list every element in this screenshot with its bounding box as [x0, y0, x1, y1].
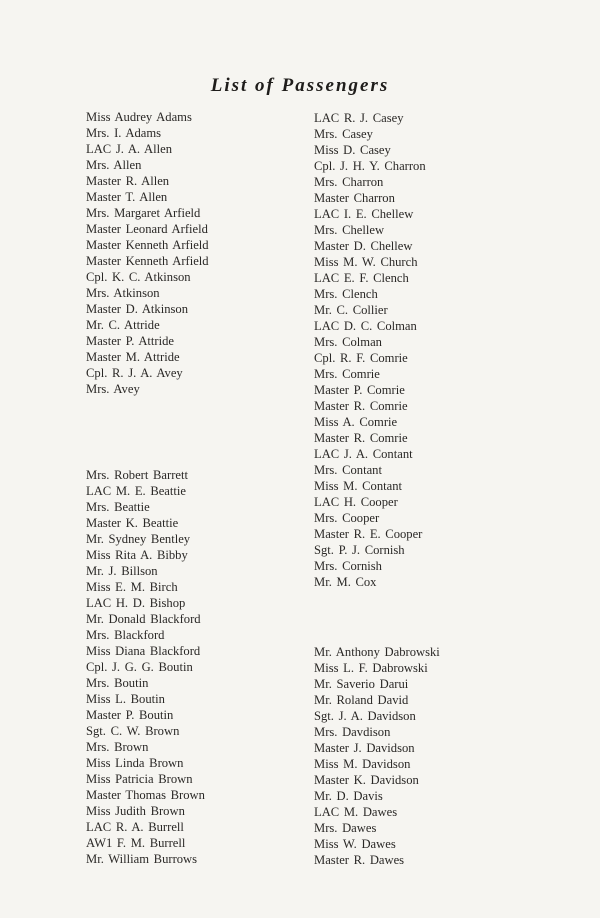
passenger-entry: Mr. C. Collier — [314, 303, 388, 317]
passenger-entry: LAC M. Dawes — [314, 805, 398, 819]
passenger-entry: Miss M. Davidson — [314, 757, 411, 771]
passenger-entry: Master R. E. Cooper — [314, 527, 423, 541]
passenger-entry: Master P. Boutin — [86, 708, 174, 722]
passenger-entry: Master P. Comrie — [314, 383, 405, 397]
passenger-entry: Master K. Beattie — [86, 516, 179, 530]
passenger-entry: Mrs. Beattie — [86, 500, 150, 514]
passenger-entry: Master D. Chellew — [314, 239, 413, 253]
passenger-entry: Mrs. Cooper — [314, 511, 380, 525]
passenger-entry: Master M. Attride — [86, 350, 180, 364]
passenger-entry: Sgt. C. W. Brown — [86, 724, 180, 738]
passenger-entry: LAC J. A. Contant — [314, 447, 413, 461]
passenger-entry: Miss Audrey Adams — [86, 110, 192, 124]
passenger-entry: Mr. M. Cox — [314, 575, 377, 589]
passenger-entry: Mr. Sydney Bentley — [86, 532, 191, 546]
passenger-entry: Master R. Allen — [86, 174, 170, 188]
passenger-entry: LAC M. E. Beattie — [86, 484, 186, 498]
passenger-entry: Cpl. R. J. A. Avey — [86, 366, 183, 380]
passenger-entry: Master K. Davidson — [314, 773, 419, 787]
passenger-entry: Master Leonard Arfield — [86, 222, 208, 236]
passenger-entry: Mrs. Colman — [314, 335, 382, 349]
passenger-entry: Miss Rita A. Bibby — [86, 548, 188, 562]
passenger-entry: Mr. Saverio Darui — [314, 677, 409, 691]
passenger-entry: Mrs. Clench — [314, 287, 378, 301]
passenger-entry: Cpl. R. F. Comrie — [314, 351, 408, 365]
passenger-entry: Miss M. Contant — [314, 479, 403, 493]
passenger-entry: Mrs. Atkinson — [86, 286, 160, 300]
passenger-entry: Mrs. Robert Barrett — [86, 468, 188, 482]
passenger-entry: Mrs. Contant — [314, 463, 382, 477]
passenger-list-right-lower — [314, 644, 440, 868]
passenger-entry: LAC H. D. Bishop — [86, 596, 186, 610]
passenger-list-left-lower — [86, 467, 205, 867]
passenger-entry: Master Kenneth Arfield — [86, 254, 209, 268]
passenger-entry: Mr. Anthony Dabrowski — [314, 645, 440, 659]
passenger-entry: Master P. Attride — [86, 334, 175, 348]
passenger-entry: Miss Patricia Brown — [86, 772, 193, 786]
passenger-entry: Mrs. Brown — [86, 740, 149, 754]
passenger-entry: Miss L. F. Dabrowski — [314, 661, 428, 675]
passenger-entry: LAC H. Cooper — [314, 495, 398, 509]
passenger-entry: Miss D. Casey — [314, 143, 391, 157]
passenger-entry: Mrs. I. Adams — [86, 126, 162, 140]
passenger-entry: Miss E. M. Birch — [86, 580, 178, 594]
passenger-entry: LAC E. F. Clench — [314, 271, 409, 285]
passenger-entry: Miss Linda Brown — [86, 756, 184, 770]
passenger-entry: Miss W. Dawes — [314, 837, 396, 851]
passenger-entry: Mr. C. Attride — [86, 318, 160, 332]
passenger-entry: LAC R. A. Burrell — [86, 820, 184, 834]
passenger-entry: Master R. Comrie — [314, 399, 408, 413]
passenger-entry: Master Thomas Brown — [86, 788, 205, 802]
passenger-entry: LAC I. E. Chellew — [314, 207, 414, 221]
passenger-entry: Mr. D. Davis — [314, 789, 383, 803]
passenger-entry: Mrs. Allen — [86, 158, 142, 172]
passenger-entry: Master R. Comrie — [314, 431, 408, 445]
page-title: List of Passengers — [210, 75, 390, 96]
passenger-entry: Mrs. Blackford — [86, 628, 165, 642]
passenger-entry: Mr. Roland David — [314, 693, 409, 707]
passenger-entry: Miss A. Comrie — [314, 415, 398, 429]
passenger-entry: Mrs. Davdison — [314, 725, 391, 739]
passenger-list-left-upper — [86, 109, 209, 397]
passenger-entry: Mrs. Chellew — [314, 223, 385, 237]
passenger-entry: LAC D. C. Colman — [314, 319, 417, 333]
passenger-entry: Master R. Dawes — [314, 853, 405, 867]
passenger-entry: Master Charron — [314, 191, 395, 205]
passenger-entry: Cpl. J. H. Y. Charron — [314, 159, 426, 173]
passenger-entry: Mr. William Burrows — [86, 852, 198, 866]
passenger-entry: LAC R. J. Casey — [314, 111, 404, 125]
passenger-entry: Mrs. Casey — [314, 127, 373, 141]
passenger-entry: Miss L. Boutin — [86, 692, 165, 706]
passenger-entry: LAC J. A. Allen — [86, 142, 173, 156]
passenger-entry: Mrs. Boutin — [86, 676, 149, 690]
passenger-entry: Mrs. Dawes — [314, 821, 377, 835]
passenger-entry: Mrs. Charron — [314, 175, 384, 189]
passenger-entry: AW1 F. M. Burrell — [86, 836, 186, 850]
passenger-entry: Master J. Davidson — [314, 741, 415, 755]
passenger-entry: Mrs. Avey — [86, 382, 140, 396]
passenger-entry: Sgt. P. J. Cornish — [314, 543, 405, 557]
passenger-entry: Miss Diana Blackford — [86, 644, 201, 658]
passenger-entry: Master D. Atkinson — [86, 302, 188, 316]
passenger-entry: Mrs. Margaret Arfield — [86, 206, 201, 220]
passenger-entry: Mr. Donald Blackford — [86, 612, 201, 626]
passenger-entry: Mrs. Cornish — [314, 559, 382, 573]
passenger-entry: Mrs. Comrie — [314, 367, 380, 381]
passenger-entry: Sgt. J. A. Davidson — [314, 709, 416, 723]
passenger-entry: Miss Judith Brown — [86, 804, 185, 818]
passenger-entry: Master Kenneth Arfield — [86, 238, 209, 252]
passenger-list-right-upper — [314, 110, 426, 590]
passenger-entry: Cpl. J. G. G. Boutin — [86, 660, 193, 674]
passenger-entry: Mr. J. Billson — [86, 564, 158, 578]
passenger-entry: Master T. Allen — [86, 190, 168, 204]
passenger-entry: Cpl. K. C. Atkinson — [86, 270, 191, 284]
passenger-entry: Miss M. W. Church — [314, 255, 418, 269]
